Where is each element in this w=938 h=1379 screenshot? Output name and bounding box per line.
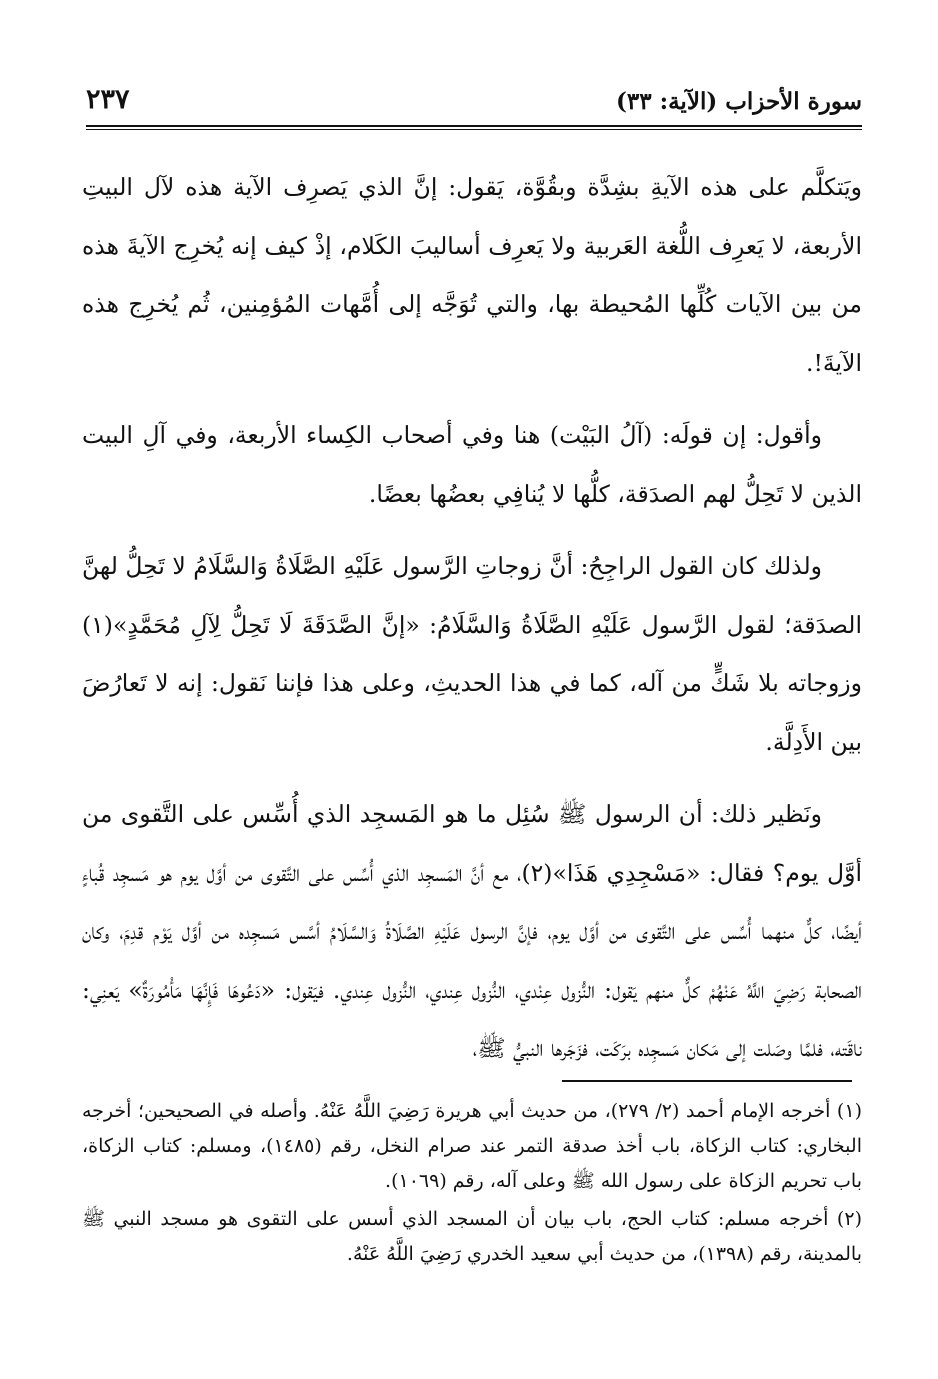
paragraph: ولذلك كان القول الراجِحُ: أنَّ زوجاتِ الرَّسول عَلَيْهِ الصَّلَاةُ وَالسَّلَامُ لا تَحِلُّ لهنَّ الصدَقة؛ لقول الرَّسول عَلَيْهِ الصَّلَاةُ وَالسَّلَامُ: «إنَّ الصَّدَقَةَ لَا تَحِلُّ لِآلِ مُحَمَّدٍ»(١) وزوجاته بلا شَكٍّ من آله، كما في هذا الحديثِ، وعلى هذا فإننا نَقول: إنه لا تَعارُضَ بين الأَدِلَّة.	[82, 552, 862, 756]
footnote-2: (٢) أخرجه مسلم: كتاب الحج، باب بيان أن المسجد الذي أسس على التقوى هو مسجد النبي ﷺ بالمدينة، رقم (١٣٩٨)، من حديث أبي سعيد الخدري رَضِيَ اللَّهُ عَنْهُ.	[82, 1208, 862, 1265]
header-divider	[86, 125, 862, 130]
paragraph: وأقول: إن قولَه: (آلُ البَيْت) هنا وفي أصحاب الكِساء الأربعة، وفي آلِ البيت الذين لا تَحِلُّ لهم الصدَقة، كلُّها لا يُنافِي بعضُها بعضًا.	[82, 421, 862, 508]
paragraph: ونَظير ذلك: أن الرسول ﷺ سُئِل ما هو المَسجِد الذي أُسِّس على التَّقوى من أوَّل يوم؟ فقال: «مَسْجِدِي هَذَا»(٢)، مع أنَّ المَسجِد الذي أُسِّس على التَّقوى من أوَّل يوم هو مَسجِد قُباءٍ أيضًا، كلٌّ منهما أُسِّس على التَّقوى من أوَّل يوم، فإنَّ الرسول عَلَيْهِ الصَّلَاةُ وَالسَّلَامُ أسَّس مَسجِده من أوَّل يَوْم قدِمَ، وكان الصحابة رَضِيَ اللَّهُ عَنْهُمْ كلٌّ منهم يَقول: النُّزول عِنْدي، النُّزول عِندي، النُّزول عِندي. فيَقول: «دَعُوهَا فَإِنَّهَا مَأْمُورَةٌ» يَعنِي: ناقَته، فلمَّا وصَلت إلى مَكان مَسجِده برَكَت، فزَجَرها النبيُّ ﷺ،	[82, 800, 862, 1062]
footnote-1: (١) أخرجه الإمام أحمد (٢/ ٢٧٩)، من حديث أبي هريرة رَضِيَ اللَّهُ عَنْهُ. وأصله في الصحيحين؛ أخرجه البخاري: كتاب الزكاة، باب أخذ صدقة التمر عند صرام النخل، رقم (١٤٨٥)، ومسلم: كتاب الزكاة، باب تحريم الزكاة على رسول الله ﷺ وعلى آله، رقم (١٠٦٩).	[82, 1100, 862, 1192]
main-text	[82, 158, 862, 1092]
paragraph: ويَتكلَّم على هذه الآيةِ بشِدَّة وبقُوَّة، يَقول: إنَّ الذي يَصرِف الآية هذه لآل البيتِ الأربعة، لا يَعرِف اللُّغة العَربية ولا يَعرِف أساليبَ الكَلام، إذْ كيف إنه يُخرِج الآيةَ هذه من بين الآيات كُلِّها المُحيطة بها، والتي تُوَجَّه إلى أُمَّهات المُؤمِنين، ثُم يُخرِج هذه الآيةَ!.	[82, 173, 862, 377]
footnote-divider	[562, 1080, 852, 1082]
footnotes	[82, 1094, 862, 1272]
page-header	[86, 82, 862, 122]
page-number: ٢٣٧	[86, 84, 130, 115]
running-title: سورة الأحزاب (الآية: ٣٣)	[615, 88, 862, 115]
